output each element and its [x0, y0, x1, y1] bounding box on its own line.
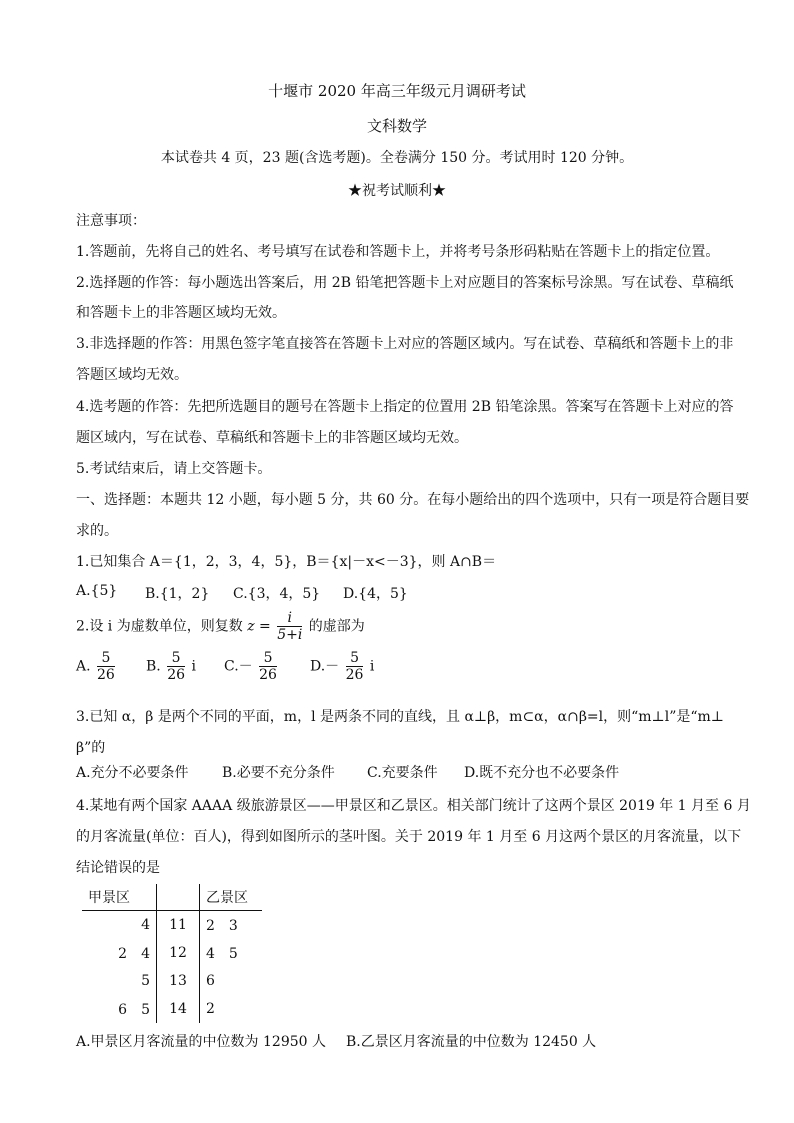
yi-leaves: 2 [206, 1001, 215, 1017]
q1-option-b: B.{1，2} [145, 586, 210, 602]
q2-option-a-letter: A. [76, 658, 91, 675]
q2-d-num: 5 [346, 650, 364, 667]
stem-value: 14 [157, 995, 200, 1023]
subject-title: 文科数学 [366, 117, 427, 135]
q3-option-c: C.充要条件 [367, 765, 438, 781]
stem-leaf-header [82, 884, 262, 911]
header-yi: 乙景区 [200, 884, 263, 911]
note-3-line-1: 3.非选择题的作答：用黑色签字笔直接答在答题卡上对应的答题区域内。写在试卷、草稿纸和答题卡上的非 [76, 336, 734, 352]
q2-fraction [277, 610, 302, 643]
note-2-line-1: 2.选择题的作答：每小题选出答案后，用 2B 铅笔把答题卡上对应题目的答案标号涂黑。写在试卷、草稿纸 [76, 275, 734, 291]
jia-leaves: 2 4 [118, 946, 150, 962]
question-2-stem [76, 610, 365, 643]
blessing: ★祝考试顺利★ [348, 183, 446, 199]
q2-b-imag: i [191, 658, 196, 675]
q2-option-c [224, 650, 279, 683]
note-3-line-2: 答题区域均无效。 [76, 367, 188, 383]
note-1: 1.答题前，先将自己的姓名、考号填写在试卷和答题卡上，并将考号条形码粘贴在答题卡上的指定位置。 [76, 244, 720, 260]
jia-leaves: 4 [141, 917, 150, 933]
question-3-line-1: 3.已知 α，β 是两个不同的平面，m，l 是两条不同的直线，且 α⊥β，m⊂α，α∩β=l，则“m⊥l”是“m⊥ [76, 709, 724, 725]
section-heading-line-1: 一、选择题：本题共 12 小题，每小题 5 分，共 60 分。在每小题给出的四个选项中，只有一项是符合题目要 [76, 492, 750, 508]
stem-row [82, 911, 262, 940]
section-heading-line-2: 求的。 [76, 523, 118, 539]
q2-b-den: 26 [167, 667, 186, 683]
q2-a-den: 26 [97, 667, 115, 683]
yi-leaves: 2 3 [206, 918, 238, 934]
q3-option-d: D.既不充分也不必要条件 [464, 765, 620, 781]
exam-title: 十堰市 2020 年高三年级元月调研考试 [268, 82, 526, 100]
stem-row [82, 995, 262, 1023]
q2-option-b [146, 650, 196, 683]
stem-row [82, 967, 262, 995]
note-4-line-1: 4.选考题的作答：先把所选题目的题号在答题卡上指定的位置用 2B 铅笔涂黑。答案写在答题卡上对应的答 [76, 399, 734, 415]
question-4-line-2: 的月客流量(单位：百人)，得到如图所示的茎叶图。关于 2019 年 1 月至 6 月这两个景区的月客流量，以下 [76, 829, 742, 845]
q2-z-equals: z = [247, 618, 271, 635]
stem-row [82, 939, 262, 967]
q1-option-a: A.{5} [76, 583, 118, 599]
q2-d-den: 26 [345, 667, 364, 683]
yi-leaves: 4 5 [206, 946, 238, 962]
q2-stem-suffix: 的虚部为 [308, 618, 365, 635]
q4-option-a: A.甲景区月客流量的中位数为 12950 人 [76, 1034, 326, 1050]
q2-stem-prefix: 2.设 i 为虚数单位，则复数 [76, 618, 243, 635]
q2-option-d-letter: D.－ [310, 658, 340, 675]
stem-leaf-plot [82, 884, 262, 1023]
note-5: 5.考试结束后，请上交答题卡。 [76, 461, 272, 477]
q2-a-num: 5 [97, 650, 115, 667]
question-1-stem: 1.已知集合 A＝{1，2，3，4，5}，B＝{x|－x<－3}，则 A∩B＝ [76, 554, 497, 570]
q2-c-den: 26 [259, 667, 277, 683]
stem-value: 12 [157, 939, 200, 967]
question-4-line-3: 结论错误的是 [76, 860, 160, 876]
q2-option-b-letter: B. [146, 658, 161, 675]
q2-d-imag: i [369, 658, 375, 675]
jia-leaves: 6 5 [118, 1002, 150, 1018]
q3-option-a: A.充分不必要条件 [76, 765, 189, 781]
q1-option-d: D.{4，5} [343, 586, 408, 602]
question-4-line-1: 4.某地有两个国家 AAAA 级旅游景区——甲景区和乙景区。相关部门统计了这两个景区 2019 年 1 月至 6 月 [76, 798, 751, 814]
q2-b-num: 5 [167, 650, 185, 667]
q1-option-c: C.{3，4，5} [233, 586, 321, 602]
exam-info: 本试卷共 4 页，23 题(含选考题)。全卷满分 150 分。考试用时 120 分钟。 [160, 150, 634, 166]
note-2-line-2: 和答题卡上的非答题区域均无效。 [76, 305, 286, 321]
header-jia: 甲景区 [82, 884, 157, 911]
q2-c-num: 5 [259, 650, 277, 667]
q2-option-c-letter: C.－ [224, 658, 253, 675]
q4-option-b: B.乙景区月客流量的中位数为 12450 人 [346, 1034, 597, 1050]
q2-option-a [76, 650, 117, 683]
note-4-line-2: 题区域内，写在试卷、草稿纸和答题卡上的非答题区域均无效。 [76, 430, 468, 446]
q2-option-d [310, 650, 374, 683]
header-stem [157, 884, 200, 911]
q2-denominator: 5+i [277, 627, 303, 643]
stem-value: 11 [157, 911, 200, 940]
question-3-line-2: β”的 [76, 740, 106, 756]
jia-leaves: 5 [141, 973, 150, 989]
yi-leaves: 6 [206, 973, 215, 989]
stem-value: 13 [157, 967, 200, 995]
notes-heading: 注意事项： [76, 213, 146, 229]
q3-option-b: B.必要不充分条件 [222, 765, 335, 781]
q2-numerator: i [277, 610, 302, 627]
